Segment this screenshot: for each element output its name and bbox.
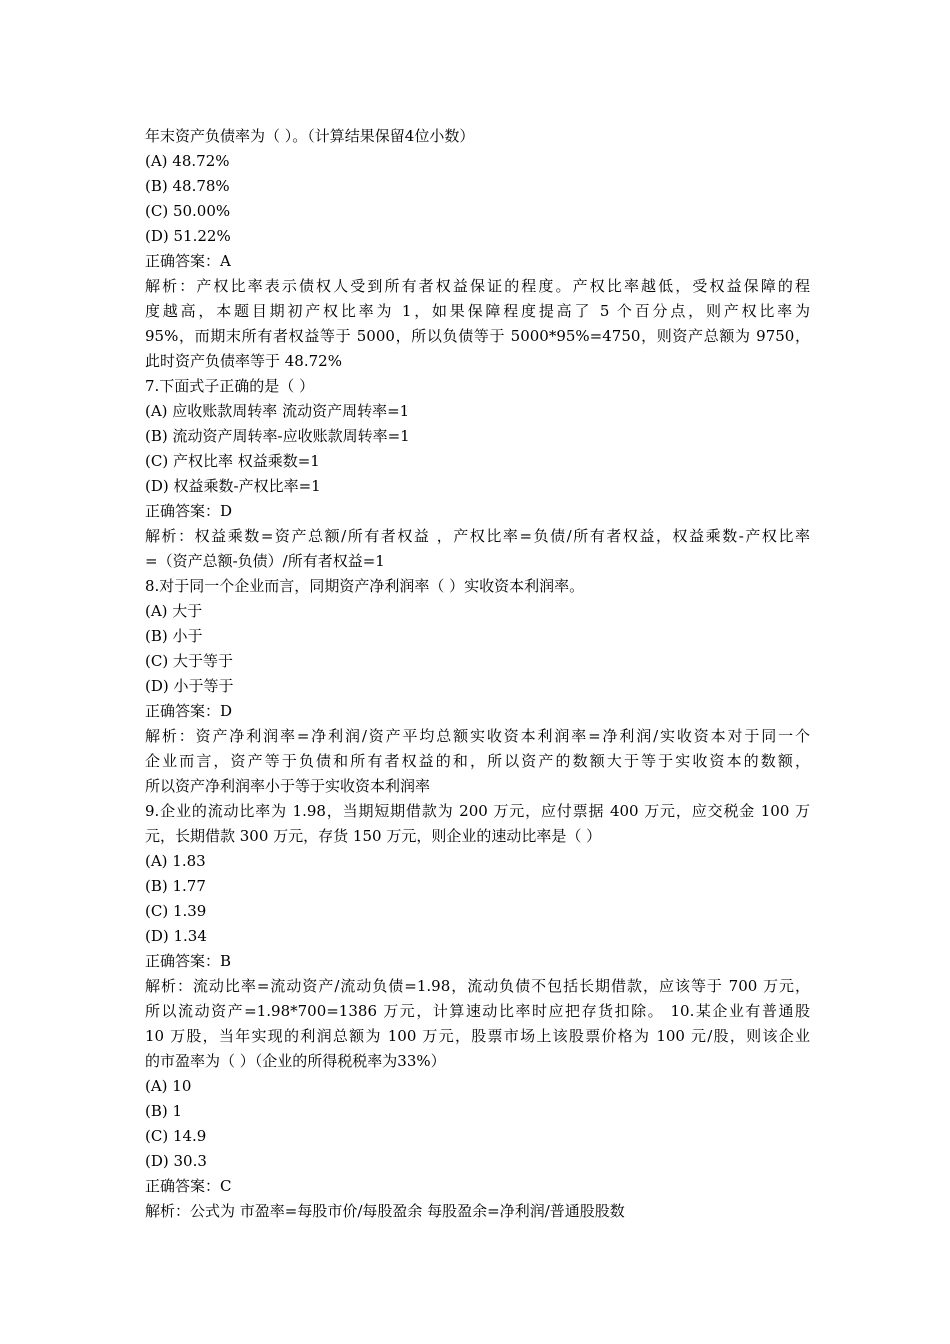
option-c: (C) 1.39	[145, 902, 207, 920]
correct-answer: 正确答案：C	[145, 1177, 232, 1195]
question-9-stem: 9.企业的流动比率为 1.98，当期短期借款为 200 万元，应付票据 400 万元，应交税金 100 万	[145, 802, 810, 820]
option-d: (D) 30.3	[145, 1152, 207, 1170]
option-c: (C) 50.00%	[145, 202, 231, 220]
explanation-line: 解析：公式为 市盈率=每股市价/每股盈余 每股盈余=净利润/普通股股数	[145, 1202, 625, 1220]
option-a: (A) 应收账款周转率 流动资产周转率=1	[145, 402, 410, 420]
explanation-line: 企业而言，资产等于负债和所有者权益的和，所以资产的数额大于等于实收资本的数额，	[145, 752, 810, 770]
option-a: (A) 48.72%	[145, 152, 230, 170]
option-c: (C) 产权比率 权益乘数=1	[145, 452, 320, 470]
explanation-line: 解析：产权比率表示债权人受到所有者权益保证的程度。产权比率越低，受权益保障的程	[145, 277, 810, 295]
explanation-line: 所以流动资产=1.98*700=1386 万元，计算速动比率时应把存货扣除。 10.某企业有普通股	[145, 1002, 810, 1020]
option-b: (B) 流动资产周转率-应收账款周转率=1	[145, 427, 410, 445]
option-b: (B) 48.78%	[145, 177, 230, 195]
question-6-stem: 年末资产负债率为（ ）。（计算结果保留4位小数）	[145, 127, 475, 145]
option-c: (C) 14.9	[145, 1127, 207, 1145]
correct-answer: 正确答案：D	[145, 502, 233, 520]
explanation-line: 度越高，本题目期初产权比率为 1，如果保障程度提高了 5 个百分点，则产权比率为	[145, 302, 810, 320]
option-b: (B) 1.77	[145, 877, 206, 895]
correct-answer: 正确答案：A	[145, 252, 231, 270]
option-c: (C) 大于等于	[145, 652, 233, 670]
option-d: (D) 1.34	[145, 927, 207, 945]
option-b: (B) 1	[145, 1102, 183, 1120]
explanation-line: 解析：流动比率=流动资产/流动负债=1.98，流动负债不包括长期借款，应该等于 700 万元，	[145, 977, 810, 995]
option-d: (D) 小于等于	[145, 677, 234, 695]
question-10-stem: 10 万股，当年实现的利润总额为 100 万元，股票市场上该股票价格为 100 元/股，则该企业	[145, 1027, 810, 1045]
option-a: (A) 10	[145, 1077, 192, 1095]
explanation-line: 95%，而期末所有者权益等于 5000，所以负债等于 5000*95%=4750，则资产总额为 9750，	[145, 327, 810, 345]
option-d: (D) 权益乘数-产权比率=1	[145, 477, 321, 495]
option-a: (A) 大于	[145, 602, 203, 620]
question-8-stem: 8.对于同一个企业而言，同期资产净利润率（ ）实收资本利润率。	[145, 577, 585, 595]
explanation-line: 解析：资产净利润率=净利润/资产平均总额实收资本利润率=净利润/实收资本对于同一个	[145, 727, 810, 745]
document-body	[145, 124, 810, 1224]
question-7-stem: 7.下面式子正确的是（ ）	[145, 377, 315, 395]
correct-answer: 正确答案：B	[145, 952, 232, 970]
explanation-line: 此时资产负债率等于 48.72%	[145, 352, 342, 370]
correct-answer: 正确答案：D	[145, 702, 233, 720]
option-b: (B) 小于	[145, 627, 203, 645]
question-10-stem: 的市盈率为（ ）（企业的所得税税率为33%）	[145, 1052, 446, 1070]
explanation-line: 所以资产净利润率小于等于实收资本利润率	[145, 777, 431, 795]
option-a: (A) 1.83	[145, 852, 206, 870]
explanation-line: 解析：权益乘数=资产总额/所有者权益 ，产权比率=负债/所有者权益，权益乘数-产权比率	[145, 527, 810, 545]
explanation-line: =（资产总额-负债）/所有者权益=1	[145, 552, 385, 570]
question-9-stem: 元，长期借款 300 万元，存货 150 万元，则企业的速动比率是（ ）	[145, 827, 602, 845]
option-d: (D) 51.22%	[145, 227, 231, 245]
